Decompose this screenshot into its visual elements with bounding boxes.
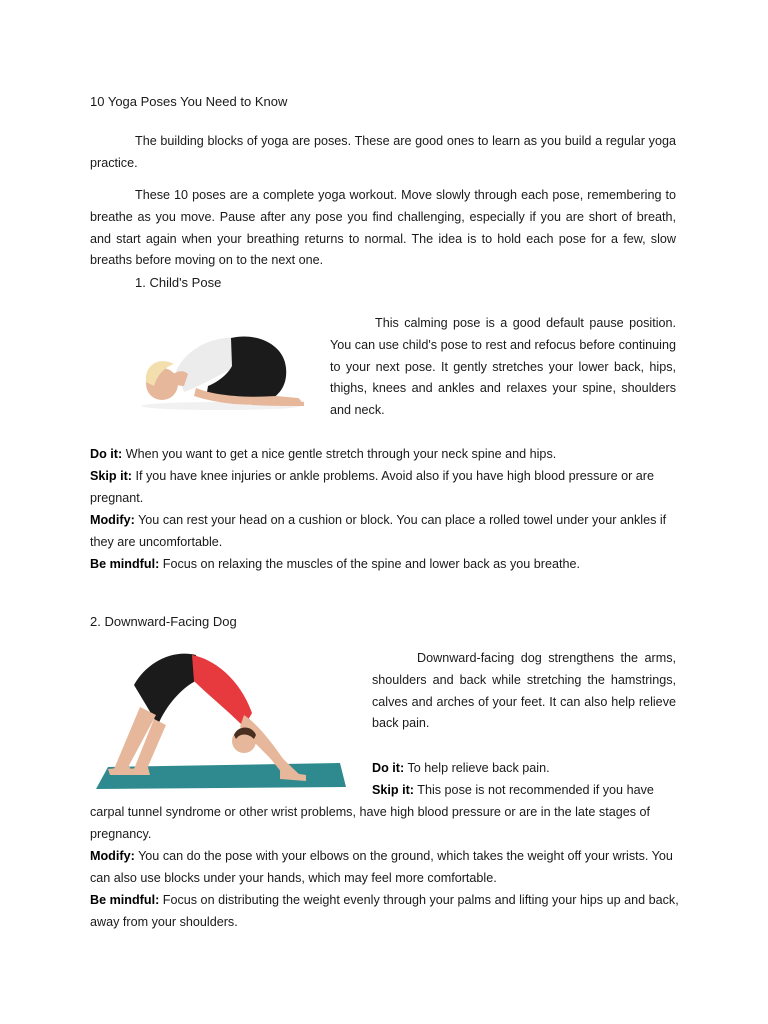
pose-1-modify	[90, 510, 680, 554]
pose-2-modify	[90, 846, 680, 890]
intro-paragraph-1: The building blocks of yoga are poses. These are good ones to learn as you build a regular yoga practice.	[90, 134, 676, 170]
skip-it-label: Skip it:	[90, 469, 132, 483]
do-it-label: Do it:	[372, 761, 405, 775]
pose-1-description: This calming pose is a good default pause position. You can use child's pose to rest and refocus before continuing to your next pose. It gently stretches your lower back, hips, thighs, knees and ankles and relaxes your spine, shoulders and neck.	[330, 316, 676, 418]
be-mindful-text: Focus on relaxing the muscles of the spine and lower back as you breathe.	[162, 557, 580, 571]
modify-text: You can rest your head on a cushion or block. You can place a rolled towel under your ankles if they are uncomfortable.	[90, 513, 667, 549]
be-mindful-label: Be mindful:	[90, 893, 160, 907]
skip-it-label: Skip it:	[372, 783, 414, 797]
pose-2-skip-it	[372, 780, 682, 802]
pose-1-skip-it	[90, 466, 680, 510]
pose-1-do-it	[90, 444, 680, 466]
intro-paragraph-2: These 10 poses are a complete yoga workout. Move slowly through each pose, remembering to breathe as you move. Pause after any pose you find challenging, especially if you are short of breath, and start again when your breathing returns to normal. The idea is to hold each pose for a few, slow breaths before moving on to the next one.	[90, 188, 676, 268]
do-it-text: When you want to get a nice gentle stretch through your neck spine and hips.	[125, 447, 557, 461]
page-title: 10 Yoga Poses You Need to Know	[90, 94, 288, 109]
childs-pose-illustration	[136, 326, 308, 412]
be-mindful-label: Be mindful:	[90, 557, 160, 571]
pose-1-heading: 1. Child's Pose	[135, 275, 222, 290]
skip-it-text: If you have knee injuries or ankle problems. Avoid also if you have high blood pressure or are pregnant.	[90, 469, 654, 505]
downward-dog-illustration	[94, 645, 348, 791]
modify-label: Modify:	[90, 513, 135, 527]
pose-2-be-mindful	[90, 890, 680, 934]
pose-2-do-it	[372, 758, 676, 780]
pose-2-description: Downward-facing dog strengthens the arms, shoulders and back while stretching the hamstrings, calves and arches of your feet. It can also help relieve back pain.	[372, 651, 676, 731]
do-it-text: To help relieve back pain.	[407, 761, 550, 775]
be-mindful-text: Focus on distributing the weight evenly through your palms and lifting your hips up and back, away from your shoulders.	[90, 893, 679, 929]
pose-2-skip-it-continued: carpal tunnel syndrome or other wrist problems, have high blood pressure or are in the late stages of pregnancy.	[90, 805, 651, 841]
pose-1-be-mindful	[90, 554, 680, 576]
skip-it-text: This pose is not recommended if you have	[417, 783, 654, 797]
modify-text: You can do the pose with your elbows on the ground, which takes the weight off your wrists. You can also use blocks under your hands, which may feel more comfortable.	[90, 849, 673, 885]
pose-2-heading: 2. Downward-Facing Dog	[90, 614, 237, 629]
do-it-label: Do it:	[90, 447, 123, 461]
modify-label: Modify:	[90, 849, 135, 863]
